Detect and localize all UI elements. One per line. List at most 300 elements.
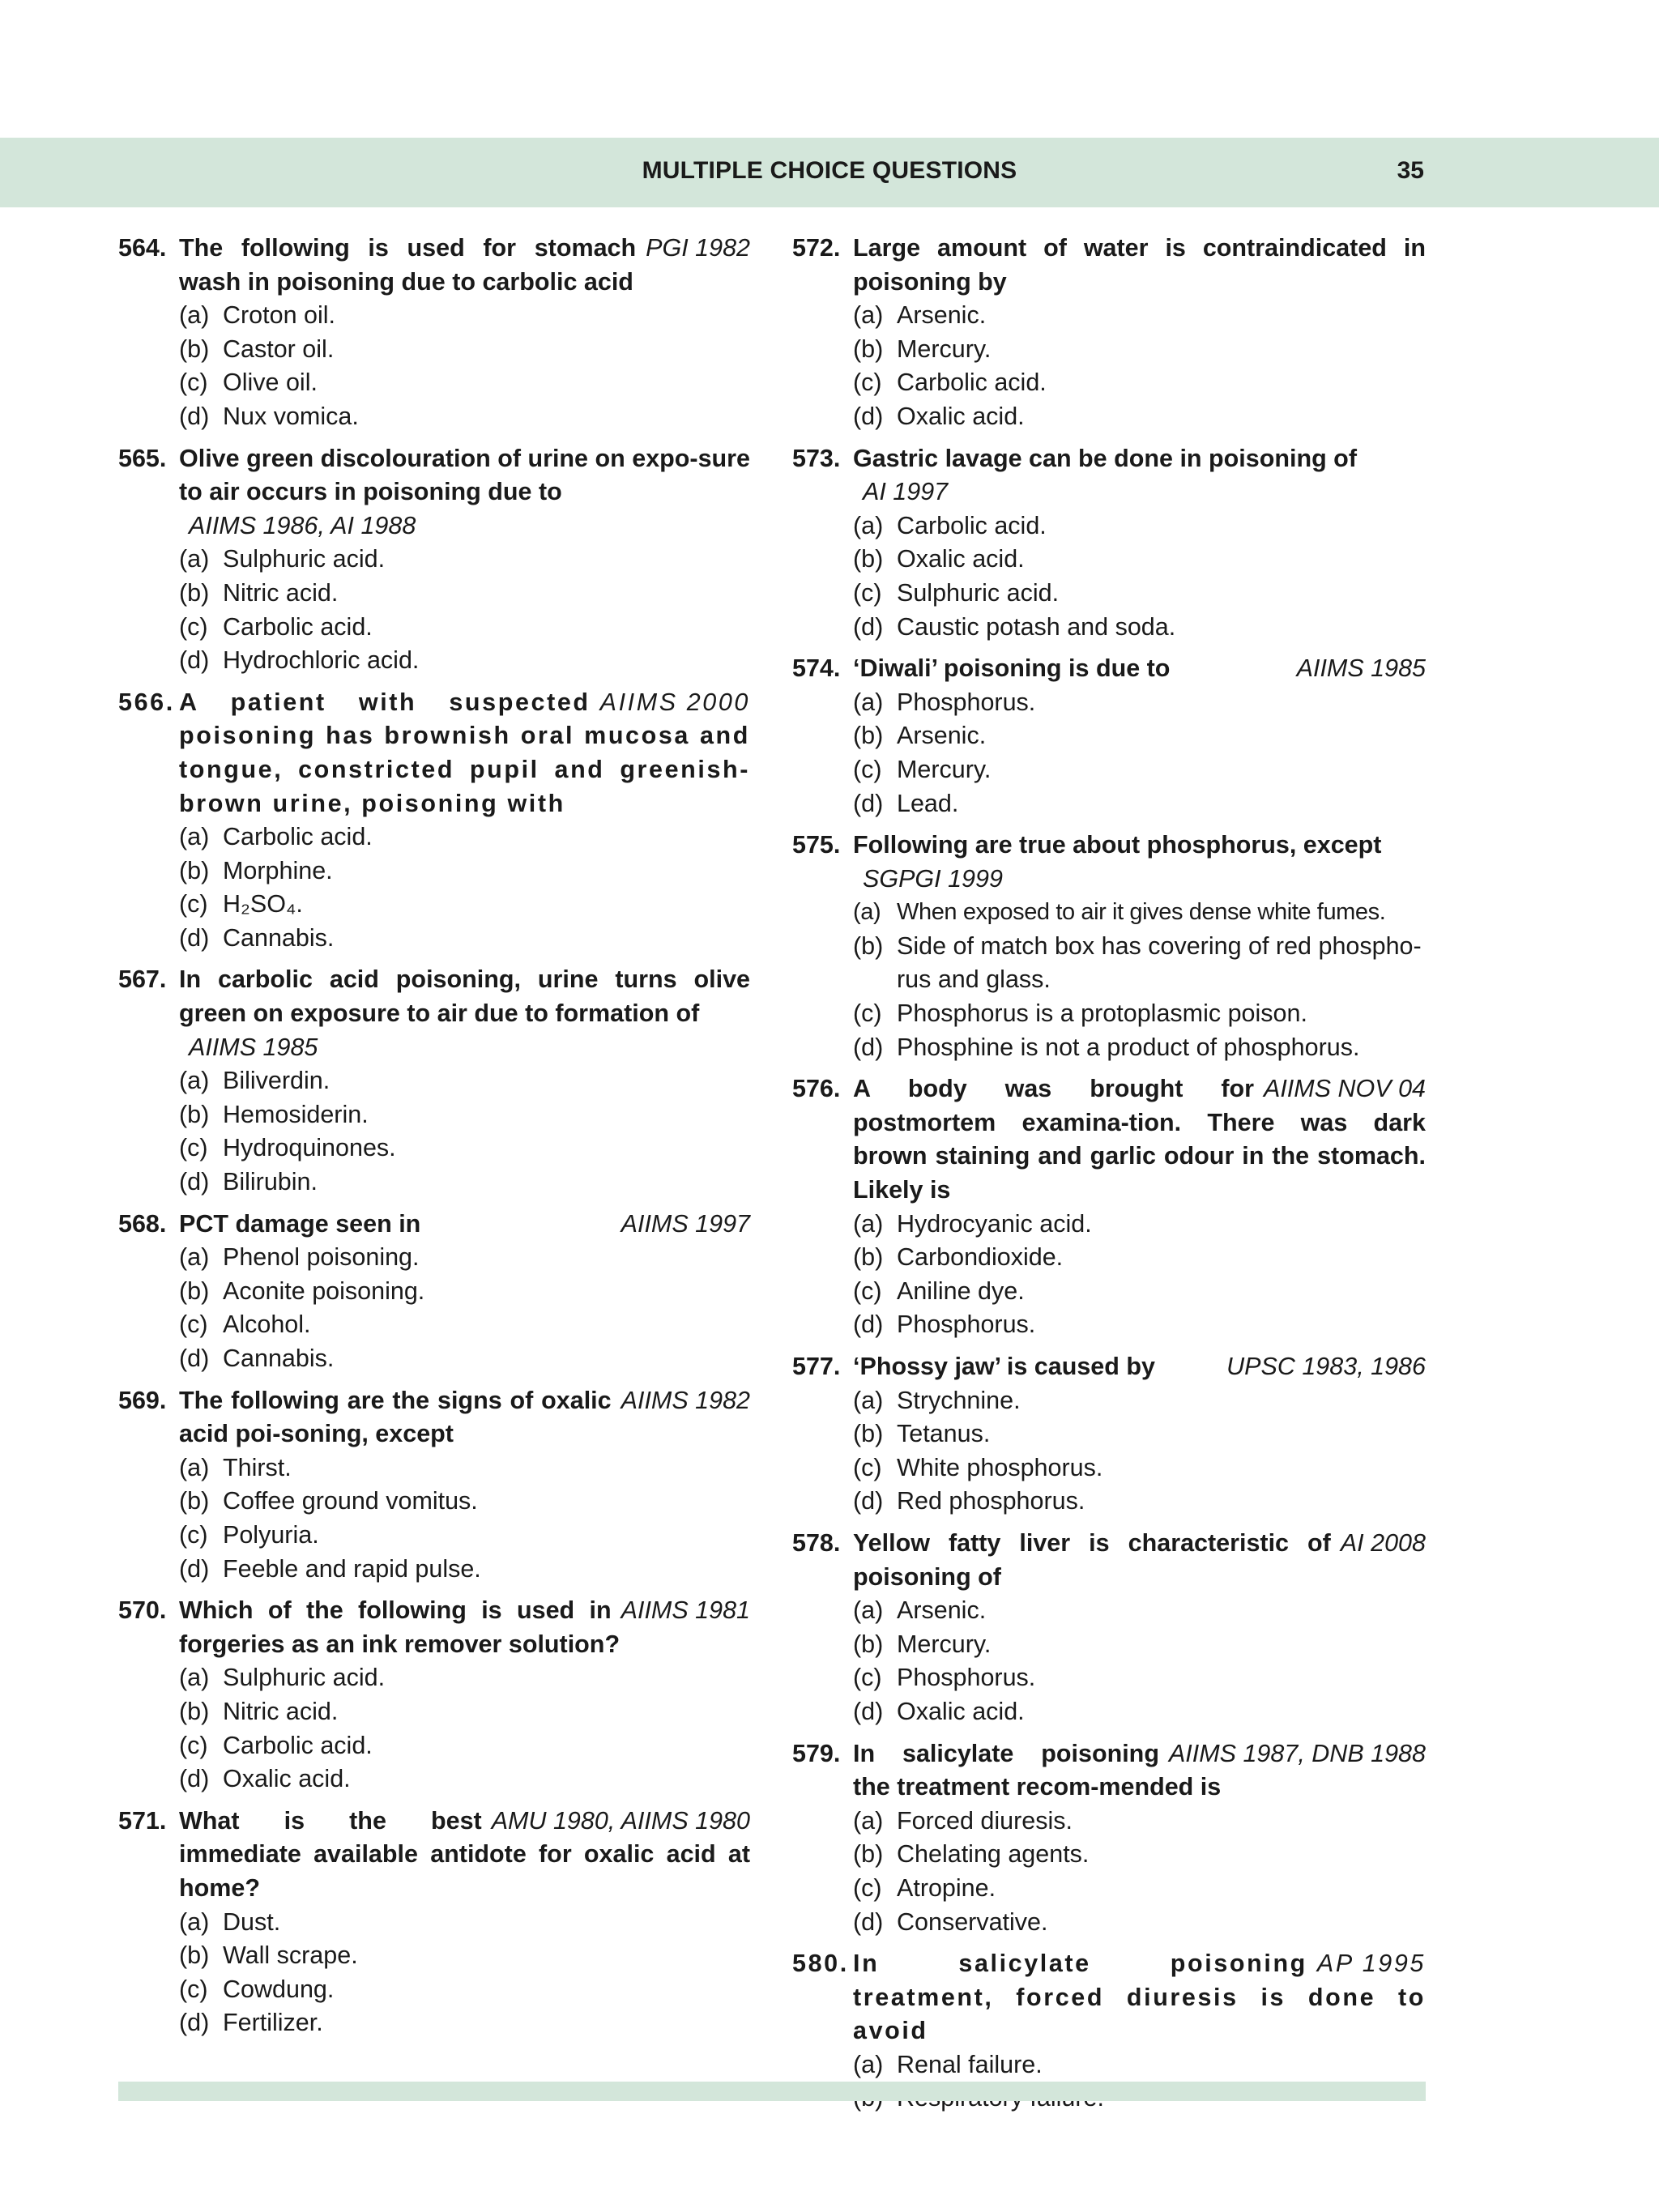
option-text: Arsenic.	[897, 1596, 987, 1625]
option-label: (a)	[853, 1806, 884, 1835]
question-stem	[118, 963, 750, 1064]
question-stem	[792, 1737, 1426, 1805]
option-label: (b)	[853, 1420, 884, 1448]
question-source: AIIMS NOV 04	[1263, 1075, 1426, 1103]
option-text: Sulphuric acid.	[897, 578, 1060, 607]
question	[118, 1208, 750, 1376]
option-label: (c)	[179, 612, 208, 641]
option-text: Morphine.	[223, 856, 333, 884]
option-label: (d)	[179, 1345, 210, 1372]
option-text: Alcohol.	[223, 1311, 311, 1339]
option-label: (d)	[179, 402, 210, 430]
option-text: Phosphine is not a product of phosphorus.	[897, 1033, 1360, 1061]
option-item	[179, 333, 750, 367]
option-label: (a)	[853, 2050, 884, 2078]
option-text: Olive oil.	[223, 369, 318, 397]
option-text: Oxalic acid.	[223, 1765, 351, 1793]
question-text: Gastric lavage can be done in poisoning of	[853, 444, 1357, 472]
option-list	[792, 509, 1426, 644]
option-item	[853, 1275, 1426, 1309]
option-item	[179, 1451, 750, 1485]
option-text: Nitric acid.	[223, 1697, 339, 1725]
option-text: Mercury.	[897, 335, 992, 363]
option-text: Chelating agents.	[897, 1840, 1090, 1869]
option-item	[853, 787, 1426, 821]
option-item	[853, 611, 1426, 645]
question-text: ‘Diwali’ poisoning is due to	[853, 654, 1171, 683]
option-item	[853, 1805, 1426, 1839]
option-label: (d)	[853, 1487, 884, 1515]
question-stem	[792, 829, 1426, 896]
option-text: Aconite poisoning.	[223, 1276, 425, 1305]
option-label: (b)	[853, 1840, 884, 1869]
option-item	[853, 753, 1426, 787]
option-text: Thirst.	[223, 1453, 292, 1481]
question-source: AIIMS 1981	[621, 1596, 750, 1625]
option-label: (d)	[179, 1554, 210, 1583]
option-item	[179, 1064, 750, 1098]
question-source: AIIMS 1982	[621, 1386, 750, 1414]
option-item	[853, 577, 1426, 611]
question-text: A patient with suspected poisoning has brownish oral mucosa and tongue, constricted pupil and greenish-brown urine, poisoning with	[179, 688, 750, 817]
option-item	[853, 1417, 1426, 1451]
option-list	[118, 299, 750, 433]
option-text: Carbondioxide.	[897, 1243, 1064, 1272]
option-list	[118, 1241, 750, 1375]
option-text: Hydroquinones.	[223, 1134, 396, 1162]
question-stem	[792, 1072, 1426, 1207]
option-text: Phosphorus.	[897, 688, 1036, 716]
option-text: Atropine.	[897, 1873, 996, 1902]
option-item	[179, 1308, 750, 1342]
option-label: (a)	[179, 1907, 210, 1936]
option-list	[118, 1064, 750, 1199]
right-column	[792, 232, 1426, 2124]
question-source: UPSC 1983, 1986	[1226, 1353, 1426, 1380]
option-text: Croton oil.	[223, 301, 336, 330]
question-text: A body was brought for postmortem examina-tion. There was dark brown staining and garlic odour in the stomach. Likely is	[853, 1075, 1426, 1204]
option-item	[853, 997, 1426, 1031]
option-text: Coffee ground vomitus.	[223, 1487, 478, 1515]
option-text: Sulphuric acid.	[223, 1664, 386, 1692]
option-text: Hydrocyanic acid.	[897, 1209, 1092, 1238]
page-title: MULTIPLE CHOICE QUESTIONS	[642, 157, 1017, 184]
option-item	[853, 896, 1426, 930]
option-label: (b)	[179, 1487, 210, 1515]
question-text: Yellow fatty liver is characteristic of poisoning of	[853, 1528, 1331, 1591]
option-label: (c)	[853, 1453, 882, 1481]
question-text: PCT damage seen in	[179, 1209, 421, 1238]
question-source: AIIMS 1985	[1296, 654, 1426, 683]
option-item	[853, 1628, 1426, 1662]
question	[792, 652, 1426, 820]
option-item	[179, 2006, 750, 2040]
option-text: Biliverdin.	[223, 1067, 331, 1095]
option-label: (c)	[853, 578, 882, 607]
option-item	[179, 400, 750, 434]
option-item	[179, 922, 750, 956]
question-text: Olive green discolouration of urine on expo-sure to air occurs in poisoning due to	[179, 444, 750, 506]
option-label: (b)	[179, 1276, 210, 1305]
option-label: (d)	[179, 1168, 210, 1196]
question-source: PGI 1982	[646, 234, 750, 262]
option-label: (a)	[179, 823, 210, 851]
option-label: (b)	[853, 1630, 884, 1658]
option-item	[179, 1939, 750, 1973]
option-item	[179, 1241, 750, 1275]
question-text: The following is used for stomach wash in poisoning due to carbolic acid	[179, 234, 637, 296]
option-item	[853, 543, 1426, 577]
option-label: (b)	[853, 931, 884, 960]
option-label: (c)	[853, 369, 882, 397]
option-item	[853, 1661, 1426, 1695]
question-stem	[792, 1527, 1426, 1594]
option-label: (d)	[853, 1311, 884, 1339]
question-source: AI 2008	[1340, 1528, 1426, 1557]
question	[792, 442, 1426, 645]
option-text: Arsenic.	[897, 722, 987, 750]
option-item	[853, 1485, 1426, 1519]
option-label: (b)	[179, 1941, 210, 1970]
option-list	[792, 686, 1426, 820]
option-text: Caustic potash and soda.	[897, 612, 1176, 641]
option-text: Aniline dye.	[897, 1276, 1025, 1305]
question-source: AI 1997	[863, 478, 949, 506]
question-stem	[792, 442, 1426, 509]
option-text: Oxalic acid.	[897, 1697, 1025, 1725]
question-source: AIIMS 1986, AI 1988	[189, 511, 416, 539]
question-number: 571.	[118, 1806, 167, 1835]
question-number: 574.	[792, 654, 841, 683]
option-list	[118, 820, 750, 955]
question-number: 568.	[118, 1209, 167, 1238]
option-text: Phosphorus.	[897, 1311, 1036, 1339]
option-text: Mercury.	[897, 1630, 992, 1658]
option-label: (d)	[853, 1033, 884, 1061]
option-item	[853, 686, 1426, 720]
option-label: (a)	[853, 301, 884, 330]
option-text: Castor oil.	[223, 335, 335, 363]
option-item	[179, 1485, 750, 1519]
option-text: Phenol poisoning.	[223, 1243, 420, 1272]
option-label: (d)	[853, 1697, 884, 1725]
question-stem	[118, 442, 750, 543]
question-text: In salicylate poisoning treatment, forced diuresis is done to avoid	[853, 1950, 1426, 2045]
option-label: (a)	[179, 301, 210, 330]
option-text: Polyuria.	[223, 1520, 319, 1549]
option-item	[179, 1553, 750, 1587]
option-text: Cowdung.	[223, 1975, 335, 2003]
option-list	[792, 299, 1426, 433]
option-item	[179, 1906, 750, 1940]
question-stem	[118, 1594, 750, 1661]
option-label: (c)	[179, 1975, 208, 2003]
question-number: 573.	[792, 444, 841, 472]
option-label: (c)	[179, 1520, 208, 1549]
option-item	[179, 855, 750, 889]
option-text: White phosphorus.	[897, 1453, 1103, 1481]
question-number: 576.	[792, 1075, 841, 1103]
option-label: (b)	[853, 1243, 884, 1272]
option-label: (d)	[179, 646, 210, 675]
option-label: (a)	[179, 545, 210, 573]
option-text: Bilirubin.	[223, 1168, 318, 1196]
option-item	[179, 543, 750, 577]
option-text: Feeble and rapid pulse.	[223, 1554, 481, 1583]
question-stem	[118, 232, 750, 299]
option-item	[179, 1661, 750, 1695]
option-text: Cannabis.	[223, 923, 335, 952]
option-item	[179, 611, 750, 645]
option-text: Lead.	[897, 789, 959, 817]
question-stem	[792, 652, 1426, 686]
option-label: (d)	[853, 789, 884, 817]
question-source: AIIMS 2000	[599, 688, 750, 716]
option-text: Carbolic acid.	[897, 511, 1047, 539]
question-stem	[792, 232, 1426, 299]
option-label: (a)	[853, 1386, 884, 1414]
option-text: Carbolic acid.	[223, 1731, 373, 1759]
question	[118, 963, 750, 1199]
question-source: AIIMS 1987, DNB 1988	[1168, 1739, 1426, 1767]
option-item	[853, 1241, 1426, 1275]
option-label: (a)	[853, 1209, 884, 1238]
option-text: Sulphuric acid.	[223, 545, 386, 573]
option-item	[179, 299, 750, 333]
option-text: Forced diuresis.	[897, 1806, 1073, 1835]
option-label: (a)	[853, 899, 881, 926]
option-list	[118, 1906, 750, 2040]
option-label: (b)	[853, 722, 884, 750]
option-item	[853, 333, 1426, 367]
question-stem	[118, 686, 750, 820]
option-item	[853, 1906, 1426, 1940]
question-source: AMU 1980, AIIMS 1980	[491, 1806, 750, 1835]
option-label: (a)	[179, 1243, 210, 1272]
question-number: 566.	[118, 688, 175, 716]
option-label: (a)	[179, 1067, 210, 1095]
question-stem	[118, 1805, 750, 1906]
option-label: (a)	[853, 688, 884, 716]
option-label: (a)	[853, 511, 884, 539]
question	[792, 1072, 1426, 1342]
question	[792, 1737, 1426, 1940]
option-text: Side of match box has covering of red phospho-rus and glass.	[897, 931, 1422, 994]
question-number: 580.	[792, 1950, 849, 1978]
option-text: When exposed to air it gives dense white fumes.	[897, 899, 1386, 926]
question-text: Large amount of water is contraindicated in poisoning by	[853, 234, 1426, 296]
option-text: Arsenic.	[897, 301, 987, 330]
question	[118, 442, 750, 678]
question	[792, 1350, 1426, 1519]
question-source: AIIMS 1985	[189, 1033, 318, 1061]
option-list	[792, 1384, 1426, 1519]
option-label: (b)	[179, 856, 210, 884]
question-number: 575.	[792, 831, 841, 859]
option-label: (d)	[179, 923, 210, 952]
option-item	[853, 509, 1426, 543]
option-item	[853, 1838, 1426, 1872]
question	[792, 829, 1426, 1064]
question	[118, 1384, 750, 1587]
option-text: Wall scrape.	[223, 1941, 358, 1970]
option-list	[118, 1661, 750, 1796]
option-item	[179, 1973, 750, 2007]
question-stem	[792, 1947, 1426, 2048]
question-number: 579.	[792, 1739, 841, 1767]
question-text: ‘Phossy jaw’ is caused by	[853, 1353, 1155, 1380]
question-source: AP 1995	[1316, 1950, 1426, 1978]
footer-band	[118, 2082, 1426, 2101]
option-label: (b)	[179, 1100, 210, 1128]
option-label: (c)	[179, 369, 208, 397]
option-item	[179, 1729, 750, 1763]
question-stem	[792, 1350, 1426, 1384]
option-text: Dust.	[223, 1907, 281, 1936]
option-item	[853, 1594, 1426, 1628]
option-item	[853, 719, 1426, 753]
option-item	[179, 888, 750, 922]
option-item	[853, 1208, 1426, 1242]
option-text: Renal failure.	[897, 2050, 1043, 2078]
question	[118, 1594, 750, 1796]
question	[118, 232, 750, 434]
option-item	[179, 366, 750, 400]
option-label: (c)	[179, 1731, 208, 1759]
page-number: 35	[1397, 157, 1424, 184]
option-label: (a)	[853, 1596, 884, 1625]
option-text: Tetanus.	[897, 1420, 991, 1448]
option-label: (b)	[853, 335, 884, 363]
question	[118, 686, 750, 956]
option-text: Red phosphorus.	[897, 1487, 1085, 1515]
option-text: Cannabis.	[223, 1345, 335, 1372]
question-number: 567.	[118, 965, 167, 994]
option-text: Fertilizer.	[223, 2009, 323, 2037]
option-text: Nitric acid.	[223, 578, 339, 607]
option-item	[853, 1695, 1426, 1729]
option-label: (c)	[853, 1873, 882, 1902]
question-source: AIIMS 1997	[621, 1209, 750, 1238]
option-text: Carbolic acid.	[223, 823, 373, 851]
option-text: Hydrochloric acid.	[223, 646, 420, 675]
option-label: (c)	[179, 890, 208, 918]
question-number: 569.	[118, 1386, 167, 1414]
option-item	[179, 820, 750, 855]
option-list	[792, 1208, 1426, 1342]
option-item	[853, 2048, 1426, 2082]
option-label: (b)	[179, 578, 210, 607]
option-label: (d)	[853, 1907, 884, 1936]
option-item	[179, 1275, 750, 1309]
question-stem	[118, 1384, 750, 1451]
option-item	[853, 1308, 1426, 1342]
option-list	[792, 1594, 1426, 1728]
option-list	[792, 1805, 1426, 1939]
option-item	[179, 644, 750, 678]
option-text: Strychnine.	[897, 1386, 1021, 1414]
option-label: (b)	[179, 335, 210, 363]
question-text: In carbolic acid poisoning, urine turns olive green on exposure to air due to formation of	[179, 965, 750, 1028]
question-source: SGPGI 1999	[863, 864, 1003, 893]
option-item	[853, 400, 1426, 434]
question-number: 577.	[792, 1353, 841, 1380]
option-text: Phosphorus.	[897, 1664, 1036, 1692]
option-label: (a)	[179, 1453, 210, 1481]
option-item	[179, 1098, 750, 1132]
option-item	[853, 1384, 1426, 1418]
option-list	[118, 1451, 750, 1586]
option-text: Phosphorus is a protoplasmic poison.	[897, 999, 1307, 1028]
option-item	[853, 1872, 1426, 1906]
option-list	[792, 896, 1426, 1064]
option-item	[853, 930, 1426, 997]
option-list	[118, 543, 750, 677]
option-label: (b)	[853, 545, 884, 573]
option-item	[853, 366, 1426, 400]
question	[792, 1527, 1426, 1729]
option-label: (b)	[179, 1697, 210, 1725]
option-label: (d)	[853, 402, 884, 430]
option-label: (c)	[179, 1134, 208, 1162]
option-text: Carbolic acid.	[223, 612, 373, 641]
option-item	[179, 1132, 750, 1166]
option-item	[179, 1519, 750, 1553]
option-item	[853, 299, 1426, 333]
option-item	[853, 1451, 1426, 1485]
option-item	[179, 1762, 750, 1796]
question-number: 578.	[792, 1528, 841, 1557]
question	[792, 232, 1426, 434]
option-label: (c)	[853, 1664, 882, 1692]
option-label: (c)	[853, 755, 882, 783]
option-item	[179, 1166, 750, 1200]
option-text: Carbolic acid.	[897, 369, 1047, 397]
option-text: H₂SO₄.	[223, 890, 303, 918]
option-item	[179, 1695, 750, 1729]
question	[118, 1805, 750, 2040]
question-text: What is the best immediate available antidote for oxalic acid at home?	[179, 1806, 750, 1902]
option-item	[179, 1342, 750, 1376]
option-label: (d)	[179, 1765, 210, 1793]
option-text: Conservative.	[897, 1907, 1048, 1936]
option-text: Oxalic acid.	[897, 402, 1025, 430]
question-text: Following are true about phosphorus, except	[853, 831, 1382, 859]
option-text: Hemosiderin.	[223, 1100, 369, 1128]
question-number: 565.	[118, 444, 167, 472]
option-text: Nux vomica.	[223, 402, 359, 430]
question-text: In salicylate poisoning the treatment recom-mended is	[853, 1739, 1222, 1801]
option-text: Oxalic acid.	[897, 545, 1025, 573]
option-item	[853, 1031, 1426, 1065]
option-label: (d)	[853, 612, 884, 641]
header-band	[0, 138, 1659, 207]
option-label: (c)	[853, 1276, 882, 1305]
question-stem	[118, 1208, 750, 1242]
option-label: (c)	[853, 999, 882, 1028]
option-label: (c)	[179, 1311, 208, 1339]
option-text: Mercury.	[897, 755, 992, 783]
option-item	[179, 577, 750, 611]
question-number: 570.	[118, 1596, 167, 1625]
left-column	[118, 232, 750, 2048]
option-label: (d)	[179, 2009, 210, 2037]
question-number: 564.	[118, 234, 167, 262]
question-number: 572.	[792, 234, 841, 262]
question-text: The following are the signs of oxalic acid poi-soning, except	[179, 1386, 612, 1448]
option-label: (a)	[179, 1664, 210, 1692]
question-text: Which of the following is used in forgeries as an ink remover solution?	[179, 1596, 621, 1658]
